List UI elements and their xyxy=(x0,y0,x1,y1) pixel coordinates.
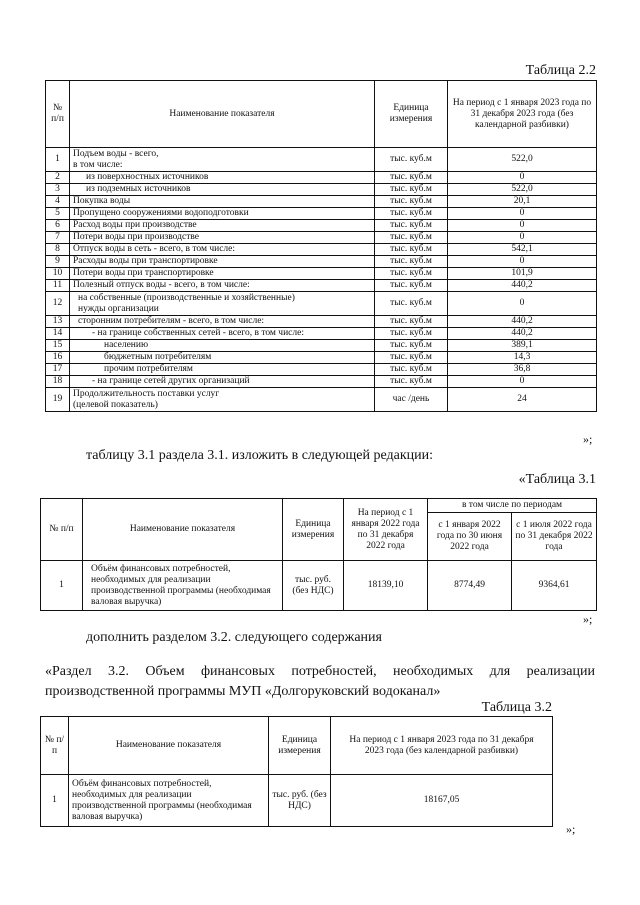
row-num: 14 xyxy=(46,328,70,340)
header-name: Наименование показателя xyxy=(83,499,283,561)
row-num: 9 xyxy=(46,256,70,268)
row-name: - на границе сетей других организаций xyxy=(70,376,375,388)
header-period-2: с 1 июля 2022 года по 31 декабря 2022 года xyxy=(512,513,597,561)
table-2-2-caption: Таблица 2.2 xyxy=(525,63,596,78)
row-value: 18167,05 xyxy=(331,775,553,827)
section-3-2-title: «Раздел 3.2. Объем финансовых потребностей, необходимых для реализации производственной программы МУП «Долгоруковский водоканал» xyxy=(45,664,595,699)
header-num: № п/п xyxy=(41,499,83,561)
row-unit: тыс. руб. (без НДС) xyxy=(283,561,344,611)
row-num: 7 xyxy=(46,232,70,244)
row-num: 3 xyxy=(46,184,70,196)
header-unit: Единица измерения xyxy=(283,499,344,561)
table-3-2 xyxy=(40,716,553,827)
row-unit: тыс. куб.м xyxy=(375,268,448,280)
row-unit: тыс. куб.м xyxy=(375,316,448,328)
table-3-2-caption: Таблица 3.2 xyxy=(481,700,552,715)
instruction-table-3-1: таблицу 3.1 раздела 3.1. изложить в следующей редакции: xyxy=(86,448,434,463)
row-value: 522,0 xyxy=(448,184,597,196)
row-value: 0 xyxy=(448,208,597,220)
row-value: 440,2 xyxy=(448,328,597,340)
row-unit: тыс. куб.м xyxy=(375,292,448,316)
table-row xyxy=(46,184,597,196)
row-name: Потери воды при производстве xyxy=(70,232,375,244)
header-period: На период с 1 января 2023 года по 31 декабря 2023 года (без календарной разбивки) xyxy=(448,81,597,148)
instruction-section-3-2: дополнить разделом 3.2. следующего содержания xyxy=(86,630,382,645)
row-unit: тыс. куб.м xyxy=(375,208,448,220)
row-num: 12 xyxy=(46,292,70,316)
row-value: 14,3 xyxy=(448,352,597,364)
row-num: 10 xyxy=(46,268,70,280)
row-unit: тыс. куб.м xyxy=(375,232,448,244)
table-row xyxy=(46,364,597,376)
row-name: - на границе собственных сетей - всего, в том числе: xyxy=(70,328,375,340)
row-value: 0 xyxy=(448,376,597,388)
row-name: на собственные (производственные и хозяйственные) нужды организации xyxy=(70,292,375,316)
row-num: 18 xyxy=(46,376,70,388)
row-total: 18139,10 xyxy=(344,561,428,611)
row-value: 542,1 xyxy=(448,244,597,256)
row-value: 36,8 xyxy=(448,364,597,376)
row-value-2: 9364,61 xyxy=(512,561,597,611)
table-row xyxy=(46,352,597,364)
row-unit: тыс. куб.м xyxy=(375,172,448,184)
row-name: Пропущено сооружениями водоподготовки xyxy=(70,208,375,220)
row-value: 0 xyxy=(448,232,597,244)
row-value: 0 xyxy=(448,220,597,232)
row-name: Продолжительность поставки услуг (целевой показатель) xyxy=(70,388,375,412)
row-name: из поверхностных источников xyxy=(70,172,375,184)
header-group: в том числе по периодам xyxy=(428,499,597,513)
row-name: Объём финансовых потребностей, необходимых для реализации производственной программы (необходимая валовая выручка) xyxy=(83,561,283,611)
table-row xyxy=(46,268,597,280)
header-num: № п/п xyxy=(41,717,69,775)
row-unit: тыс. куб.м xyxy=(375,376,448,388)
row-num: 13 xyxy=(46,316,70,328)
row-unit: тыс. куб.м xyxy=(375,364,448,376)
row-unit: тыс. куб.м xyxy=(375,256,448,268)
row-value-1: 8774,49 xyxy=(428,561,512,611)
table-row xyxy=(46,172,597,184)
row-unit: тыс. куб.м xyxy=(375,352,448,364)
row-unit: тыс. куб.м xyxy=(375,280,448,292)
row-num: 11 xyxy=(46,280,70,292)
row-unit: тыс. куб.м xyxy=(375,148,448,172)
row-value: 0 xyxy=(448,256,597,268)
header-period-1: с 1 января 2022 года по 30 июня 2022 года xyxy=(428,513,512,561)
table-row xyxy=(46,328,597,340)
row-name: населению xyxy=(70,340,375,352)
row-name: Полезный отпуск воды - всего, в том числе: xyxy=(70,280,375,292)
table-row xyxy=(46,376,597,388)
row-value: 0 xyxy=(448,172,597,184)
table-row xyxy=(41,561,597,611)
row-unit: тыс. руб. (без НДС) xyxy=(269,775,331,827)
table-row xyxy=(46,388,597,412)
row-name: Расходы воды при транспортировке xyxy=(70,256,375,268)
row-num: 1 xyxy=(41,775,69,827)
row-unit: тыс. куб.м xyxy=(375,184,448,196)
table-row xyxy=(41,775,553,827)
header-name: Наименование показателя xyxy=(70,81,375,148)
row-value: 24 xyxy=(448,388,597,412)
table-2-2-end-mark: »; xyxy=(583,432,593,446)
row-unit: тыс. куб.м xyxy=(375,220,448,232)
row-name: Отпуск воды в сеть - всего, в том числе: xyxy=(70,244,375,256)
table-row xyxy=(46,196,597,208)
row-num: 1 xyxy=(46,148,70,172)
row-name: бюджетным потребителям xyxy=(70,352,375,364)
table-row xyxy=(46,292,597,316)
table-3-1-caption: «Таблица 3.1 xyxy=(518,472,596,487)
row-value: 0 xyxy=(448,292,597,316)
row-name: Объём финансовых потребностей, необходимых для реализации производственной программы (необходимая валовая выручка) xyxy=(69,775,269,827)
row-value: 440,2 xyxy=(448,280,597,292)
header-num: № п/п xyxy=(46,81,70,148)
row-num: 15 xyxy=(46,340,70,352)
row-value: 101,9 xyxy=(448,268,597,280)
row-name: Покупка воды xyxy=(70,196,375,208)
table-row xyxy=(46,148,597,172)
row-name: сторонним потребителям - всего, в том числе: xyxy=(70,316,375,328)
row-unit: тыс. куб.м xyxy=(375,328,448,340)
row-num: 1 xyxy=(41,561,83,611)
header-period: На период с 1 января 2022 года по 31 декабря 2022 года xyxy=(344,499,428,561)
row-name: Подъем воды - всего, в том числе: xyxy=(70,148,375,172)
table-3-1-end-mark: »; xyxy=(583,612,593,626)
table-row xyxy=(46,232,597,244)
row-num: 16 xyxy=(46,352,70,364)
row-name: Потери воды при транспортировке xyxy=(70,268,375,280)
row-unit: час /день xyxy=(375,388,448,412)
row-name: Расход воды при производстве xyxy=(70,220,375,232)
row-num: 4 xyxy=(46,196,70,208)
row-num: 5 xyxy=(46,208,70,220)
row-name: прочим потребителям xyxy=(70,364,375,376)
row-num: 2 xyxy=(46,172,70,184)
table-row xyxy=(46,208,597,220)
table-3-1 xyxy=(40,498,597,611)
table-row xyxy=(46,256,597,268)
row-num: 8 xyxy=(46,244,70,256)
row-value: 440,2 xyxy=(448,316,597,328)
table-row xyxy=(46,340,597,352)
table-row xyxy=(46,220,597,232)
table-3-2-end-mark: »; xyxy=(566,822,576,836)
table-row xyxy=(46,280,597,292)
table-row xyxy=(46,316,597,328)
row-num: 6 xyxy=(46,220,70,232)
row-num: 19 xyxy=(46,388,70,412)
header-name: Наименование показателя xyxy=(69,717,269,775)
row-value: 20,1 xyxy=(448,196,597,208)
row-value: 389,1 xyxy=(448,340,597,352)
row-unit: тыс. куб.м xyxy=(375,196,448,208)
row-value: 522,0 xyxy=(448,148,597,172)
table-row xyxy=(46,244,597,256)
header-unit: Единица измерения xyxy=(269,717,331,775)
row-unit: тыс. куб.м xyxy=(375,340,448,352)
header-unit: Единица измерения xyxy=(375,81,448,148)
row-name: из подземных источников xyxy=(70,184,375,196)
header-period: На период с 1 января 2023 года по 31 декабря 2023 года (без календарной разбивки) xyxy=(331,717,553,775)
row-unit: тыс. куб.м xyxy=(375,244,448,256)
table-2-2 xyxy=(45,80,597,412)
row-num: 17 xyxy=(46,364,70,376)
